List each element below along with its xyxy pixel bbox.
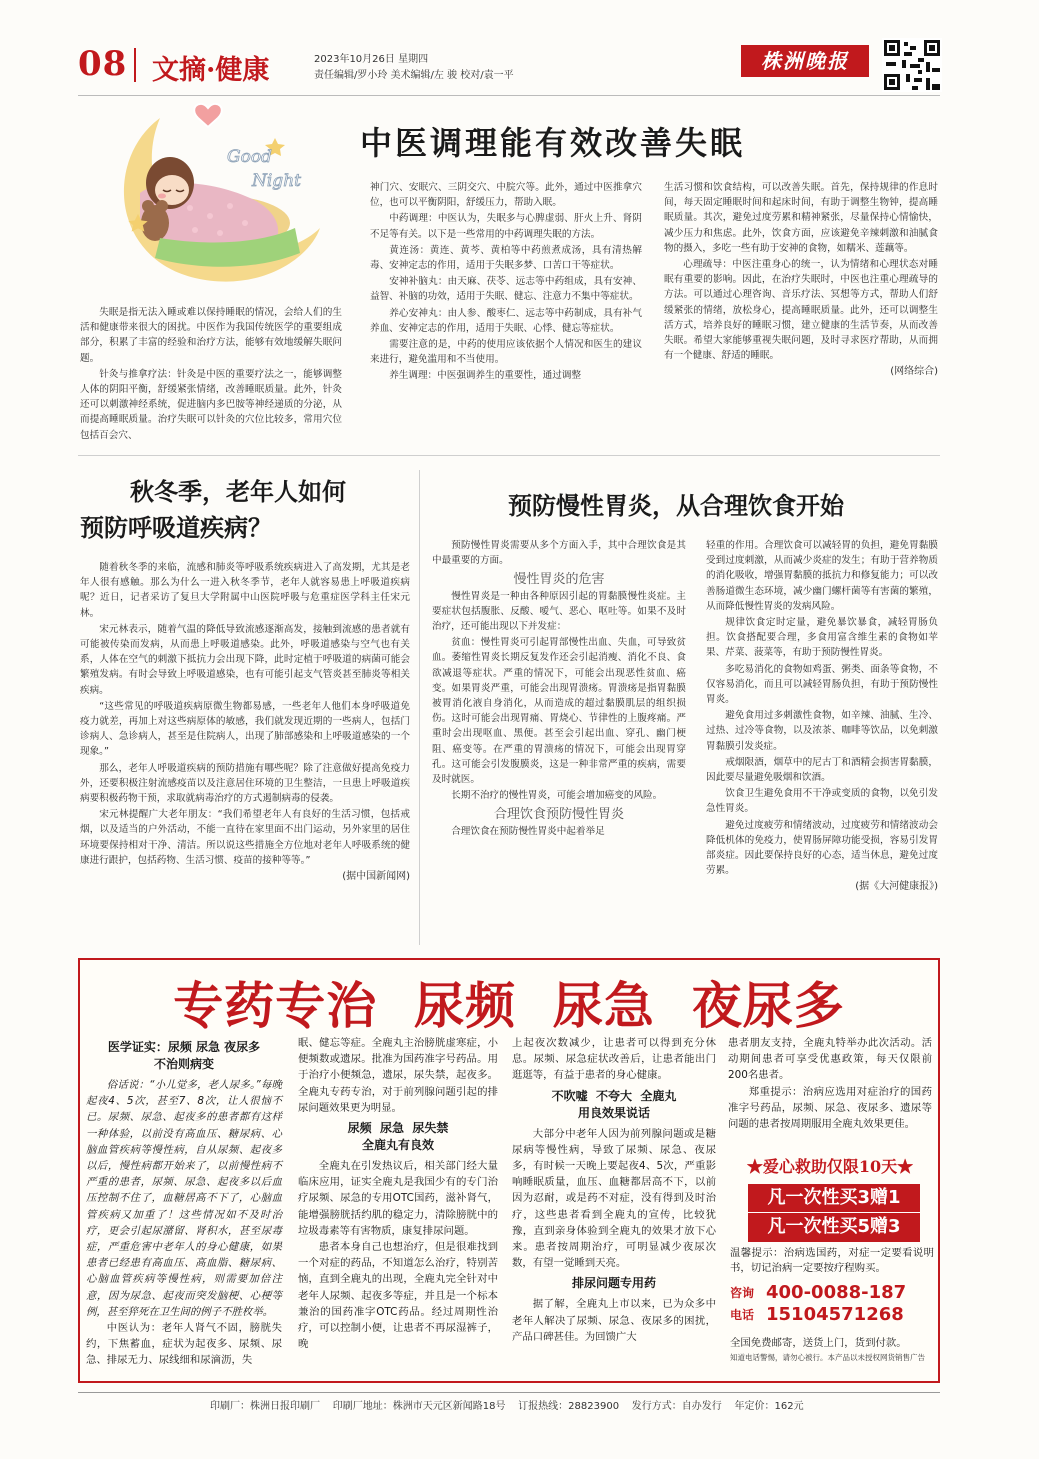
article-source: (网络综合) [890,366,938,378]
footer-imprint: 印刷厂：株洲日报印刷厂 印刷厂地址：株洲市天元区新闻路18号 订报热线：28823900 发行方式：自办发行 年定价：162元 [210,1401,804,1412]
paragraph: 宋元林表示，随着气温的降低导致流感逐渐高发，接触到流感的患者就有可能被传染而发病，从而患上呼吸道感染。此外，呼吸道感染与空气也有关系，人体在空气的刺激下抵抗力会出现下降，此时定植于呼吸道的病菌可能会繁殖发病。有时会导致上呼吸道感染，也有可能引起支气管炎甚至肺炎等相关疾病。 [80,623,410,696]
paragraph: 避免食用过多刺激性食物，如辛辣、油腻、生冷、过热、过冷等食物，以及浓茶、咖啡等饮品，以免刺激胃黏膜引发炎症。 [706,710,938,752]
hotline-numbers[interactable] [766,1282,936,1326]
paragraph: 养心安神丸：由人参、酸枣仁、远志等中药制成，具有补气养血、安神定志的作用，适用于失眠、心悸、健忘等症状。 [370,307,642,334]
column-rule [419,470,420,945]
ad-col3 [512,1035,716,1345]
title-line: 预防呼吸道疾病？ [80,513,272,542]
ad-col1 [86,1035,282,1369]
paragraph: 避免过度疲劳和情绪波动，过度疲劳和情绪波动会降低机体的免疫力，使胃肠屏障功能受损，容易引发胃部炎症。因此要保持良好的心态，适当休息，避免过度劳累。 [706,819,938,877]
paragraph: 预防慢性胃炎需要从多个方面入手，其中合理饮食是其中最重要的方面。 [432,540,686,567]
ad-paragraph: 患者朋友支持，全鹿丸特举办此次活动。活动期间患者可享受优惠政策，每天仅限前200名患者。 [728,1037,932,1082]
article-respiratory-body [80,560,410,885]
article-gastritis-col1 [432,538,686,840]
issue-date: 2023年10月26日 星期四 [314,54,429,65]
fine-print: 知道电话警惕，请勿心被行。本产品以未授权网货销售广告 [730,1353,925,1362]
page-header [78,38,968,90]
hotline-label-line: 电话 [730,1308,755,1322]
subheading: 慢性胃炎的危害 [513,572,605,588]
article-insomnia-col2 [370,180,642,385]
article-title-respiratory [80,474,410,546]
article-insomnia-col1 [80,305,342,444]
paragraph: 养生调理：中医强调养生的重要性，通过调整 [389,370,582,382]
paragraph: 轻重的作用。合理饮食可以减轻胃的负担，避免胃黏膜受到过度刺激，从而减少炎症的发生；有助于营养物质的消化吸收，增强胃黏膜的抵抗力和修复能力；可以改善肠道微生态环境，减少幽门螺杆菌等有害菌的繁殖，从而降低慢性胃炎的发病风险。 [706,540,938,612]
ad-tip: 温馨提示：治病选国药，对症一定要看说明书，切记治病一定要按疗程购买。 [730,1247,934,1274]
paragraph: 多吃易消化的食物如鸡蛋、粥类、面条等食物，不仅容易消化，而且可以减轻胃肠负担，有助于预防慢性胃炎。 [706,663,938,706]
article-source: (据《大河健康报》) [855,881,938,893]
offer-box [748,1184,920,1242]
paragraph: 那么，老年人呼吸道疾病的预防措施有哪些呢？除了注意做好提高免疫力外，还要积极注射流感疫苗以及注意居住环境的卫生整洁，一旦患上呼吸道疾病要积极药物干预，求取就病毒治疗的方式遏制病毒的侵袭。 [80,762,410,805]
masthead-logo: 株洲晚报 [741,45,869,77]
paragraph: 失眠是指无法入睡或难以保持睡眠的情况，会给人们的生活和健康带来很大的困扰。中医作为我国传统医学的重要组成部分，积累了丰富的经验和治疗方法，能够有效地缓解失眠问题。 [80,307,342,364]
ad-col2 [298,1035,498,1352]
ad-heading: 不吹嘘 不夸大 全鹿丸 [551,1088,677,1103]
paragraph: 需要注意的是，中药的使用应该依据个人情况和医生的建议来进行，避免滥用和不当使用。 [370,339,642,366]
paragraph: 戒烟限酒，烟草中的尼古丁和酒精会损害胃黏膜，因此要尽量避免吸烟和饮酒。 [706,756,938,784]
paragraph: 针灸与推拿疗法：针灸是中医的重要疗法之一，能够调整人体的阴阳平衡，舒缓紧张情绪，改善睡眠质量。此外，针灸还可以刺激神经系统，促进脑内多巴胺等神经递质的分泌，从而提高睡眠质量。治疗失眠可以针灸的穴位比较多，常用穴位包括百会穴、 [80,368,342,441]
ad-paragraph: 全鹿丸在引发热议后，相关部门经大量临床应用，证实全鹿丸是我国少有的专门治疗尿频、尿急的专用OTC国药，滋补肾气，能增强膀胱括约肌的稳定力，清除膀胱中的垃圾毒素等有害物质，康复排尿问题。 [298,1160,498,1237]
illustration-caption-1: Good [227,147,272,167]
qr-code-icon [882,38,942,92]
paragraph: 中药调理：中医认为，失眠多与心脾虚弱、肝火上升、肾阴不足等有关。以下是一些常用的中药调理失眠的方法。 [370,213,642,240]
paragraph: 心理疏导：中医注重身心的统一，认为情绪和心理状态对睡眠有重要的影响。因此，在治疗失眠时，中医也注重心理疏导的方法。可以通过心理咨询、音乐疗法、冥想等方式，帮助人们舒缓紧张的情绪，放松身心，提高睡眠质量。此外，还可以调整生活方式，培养良好的睡眠习惯，建立健康的生活节奏，从而改善失眠。希望大家能够重视失眠问题，及时寻求医疗帮助，从而拥有一个健康、舒适的睡眠。 [664,259,938,362]
sleeping-girl-illustration [100,98,330,293]
ad-heading: 医学证实：尿频 尿急 夜尿多 [107,1040,261,1054]
header-rule [78,95,940,96]
article-gastritis-col2 [706,538,938,896]
paragraph: 生活习惯和饮食结构，可以改善失眠。首先，保持规律的作息时间，每天固定睡眠时间和起床时间，有助于调整生物钟，提高睡眠质量。其次，避免过度劳累和精神紧张，尽量保持心情愉快，减少压力和焦虑。此外，饮食方面，应该避免辛辣刺激和油腻食物的摄入，多吃一些有助于安神的食物，如糯米、莲藕等。 [664,182,938,254]
ad-paragraph: 大部分中老年人因为前列腺问题或是糖尿病等慢性病，导致了尿频、尿急、夜尿多，有时候一天晚上要起夜4、5次，严重影响睡眠质量，血压、血糖都居高不下，以前因为忍耐，或是药不对症，没有得到及时治疗，这些患者看到全鹿丸的宣传，比较犹豫，直到亲身体验到全鹿丸的效果才放下心来。患者按周期治疗，可明显减少夜尿次数，有望一觉睡到天亮。 [512,1127,716,1270]
ad-paragraph: 郑重提示：治病应选用对症治疗的国药准字号药品，尿频、尿急、夜尿多、遗尿等问题的患者按周期服用全鹿丸效果更佳。 [728,1085,932,1131]
paragraph: 合理饮食在预防慢性胃炎中起着举足 [451,825,605,837]
ad-paragraph: 据了解，全鹿丸上市以来，已为众多中老年人解决了尿频、尿急、夜尿多的困扰，产品口碑甚佳。为回馈广大 [512,1298,716,1343]
delivery-note: 全国免费邮寄，送货上门，货到付款。 [730,1337,907,1349]
ad-col4 [728,1035,932,1132]
paragraph: 宋元林提醒广大老年朋友：“我们希望老年人有良好的生活习惯，包括戒烟，以及适当的户外活动，不能一直待在家里面不出门运动，另外家里的居住环境要保持相对干净、清洁。所以说这些措施全方位地对老年人呼吸系统的健康进行跟护，包括药物、生活习惯、疫苗的接种等等。” [80,809,410,866]
paragraph: “这些常见的呼吸道疾病原微生物都易感，一些老年人他们本身呼吸道免疫力就差，再加上对这些病原体的敏感，我们就发现近期的一些病人，包括门诊病人、急诊病人，甚至是住院病人，出现了肺部感染和上呼吸道感染的一个现象。” [80,700,410,758]
paragraph: 长期不治疗的慢性胃炎，可能会增加癌变的风险。 [451,790,663,802]
paragraph: 贫血：慢性胃炎可引起胃部慢性出血、失血，可导致贫血。萎缩性胃炎长期反复发作还会引起消瘦、消化不良、食欲减退等症状。严重的情况下，可能会出现恶性贫血、癌变。如果胃炎严重，可能会出现胃溃疡。胃溃疡是指胃黏膜被胃消化液自身消化，从而造成的超过黏膜肌层的组织损伤。这时可能会出现胃痛、胃烧心、节律性的上腹疼痛。严重时会出现呕血、黑便。甚至会引起出血、穿孔、幽门梗阻、癌变等。在严重的胃溃疡的情况下，可能会出现胃穿孔。这可能会引发腹膜炎，这是一种非常严重的疾病，需要及时就医。 [432,637,686,786]
subheading: 合理饮食预防慢性胃炎 [493,807,624,823]
paragraph: 规律饮食定时定量，避免暴饮暴食，减轻胃肠负担。饮食搭配要合理，多食用富含维生素的食物如苹果、芹菜、菠菜等，有助于预防慢性胃炎。 [706,617,938,659]
promo-title: ★爱心救助仅限10天★ [746,1157,914,1176]
ad-paragraph: 中医认为：老年人肾气不固，膀胱失约，下焦蓄血，症状为起夜多、尿频、尿急、排尿无力、尿线细和尿滴沥，失 [86,1322,282,1367]
ad-heading: 全鹿丸有良效 [361,1138,434,1153]
illustration-caption-2: Night [252,171,301,191]
ad-banner-headline: 专药专治 尿频 尿急 夜尿多 [173,976,845,1035]
footer-rule [78,1392,940,1393]
article-insomnia-col3 [664,180,938,381]
phone-number[interactable]: 15104571268 [766,1304,904,1325]
header-divider [134,48,136,82]
paragraph: 安神补脑丸：由天麻、茯苓、远志等中药组成，具有安神、益智、补脑的功效，适用于失眠、健忘、注意力不集中等症状。 [370,276,642,303]
article-title-insomnia: 中医调理能有效改善失眠 [360,124,746,162]
ad-paragraph: 患者本身自己也想治疗，但是很难找到一个对症的药品，不知道怎么治疗，特别苦恼，直到全鹿丸的出现，全鹿丸完全针对中老年人尿频、起夜多等症，并且是一个标本兼治的国药准字OTC药品。经过周期性治疗，可以控制小便，让患者不再尿湿裤子，晚 [298,1241,498,1351]
hotline-label [730,1282,760,1326]
article-source: (据中国新闻网) [342,871,410,883]
paragraph: 慢性胃炎是一种由各种原因引起的胃黏膜慢性炎症。主要症状包括腹胀、反酸、嗳气、恶心、呕吐等。如果不及时治疗，还可能出现以下并发症： [432,590,686,633]
ad-paragraph: 俗话说：“小儿觉多，老人尿多。”每晚起夜4、5次，甚至7、8次，让人很恼不已。尿频、尿急、起夜多的患者都有这样一种体验，以前没有高血压、糖尿病、心脑血管疾病等慢性病，自从尿频、起夜多以后，慢性病都开始来了，以前慢性病不严重的患者，尿频、尿急、起夜多以后血压控制不住了，血糖居高不下了，心脑血管疾病又加重了！这些情况如不及时治疗，更会引起尿潴留、肾积水，甚至尿毒症，严重危害中老年人的身心健康，如果患者已经患有高血压、高血脂、糖尿病、心脑血管疾病等慢性病，则需要加倍注意，因为尿急、起夜而突发脑梗、心梗等例，甚至猝死在卫生间的例子不胜枚举。 [86,1079,282,1318]
title-line: 秋冬季，老年人如何 [130,477,346,506]
ad-heading: 排尿问题专用药 [571,1276,656,1291]
page-number: 08 [78,44,128,84]
ad-paragraph: 上起夜次数减少，让患者可以得到充分休息。尿频、尿急症状改善后，让患者能出门逛逛等，有益于患者的身心健康。 [512,1037,716,1082]
ad-heading: 用良效果说话 [577,1105,650,1120]
paragraph: 黄连汤：黄连、黄芩、黄柏等中药煎煮成汤，具有清热解毒、安神定志的作用，适用于失眠多梦、口苦口干等症状。 [370,244,642,272]
paragraph: 随着秋冬季的来临，流感和肺炎等呼吸系统疾病进入了高发期，尤其是老年人很有感触。那么为什么一进入秋冬季节，老年人就容易患上呼吸道疾病呢？近日，记者采访了复旦大学附属中山医院呼吸与危重症医学科主任宋元林。 [80,562,410,619]
section-rule [78,455,940,456]
paragraph: 饮食卫生避免食用不干净或变质的食物，以免引发急性胃炎。 [706,788,938,815]
paragraph: 神门穴、安眠穴、三阴交穴、中脘穴等。此外，通过中医推拿穴位，也可以平衡阴阳，舒缓压力，帮助入眠。 [370,182,642,209]
section-title: 文摘·健康 [152,55,270,86]
article-title-gastritis: 预防慢性胃炎，从合理饮食开始 [508,491,844,520]
ad-heading: 尿频 尿急 尿失禁 [347,1121,449,1136]
hotline-label-line: 咨询 [730,1286,755,1300]
phone-number[interactable]: 400-0088-187 [766,1282,907,1303]
ad-paragraph: 眠、健忘等症。全鹿丸主治膀胱虚寒症，小便频数或遗尿。批准为国药准字号药品。用于治疗小便频急，遗尿，尿失禁，起夜多。全鹿丸专药专治，对于前列腺问题引起的排尿问题效果更为明显。 [298,1037,498,1114]
offer-line: 凡一次性买5赠3 [748,1212,920,1241]
editor-credits: 责任编辑/罗小玲 美术编辑/左 骏 校对/袁一平 [314,70,514,81]
ad-heading: 不治则病变 [153,1057,214,1071]
offer-line: 凡一次性买3赠1 [767,1187,901,1208]
